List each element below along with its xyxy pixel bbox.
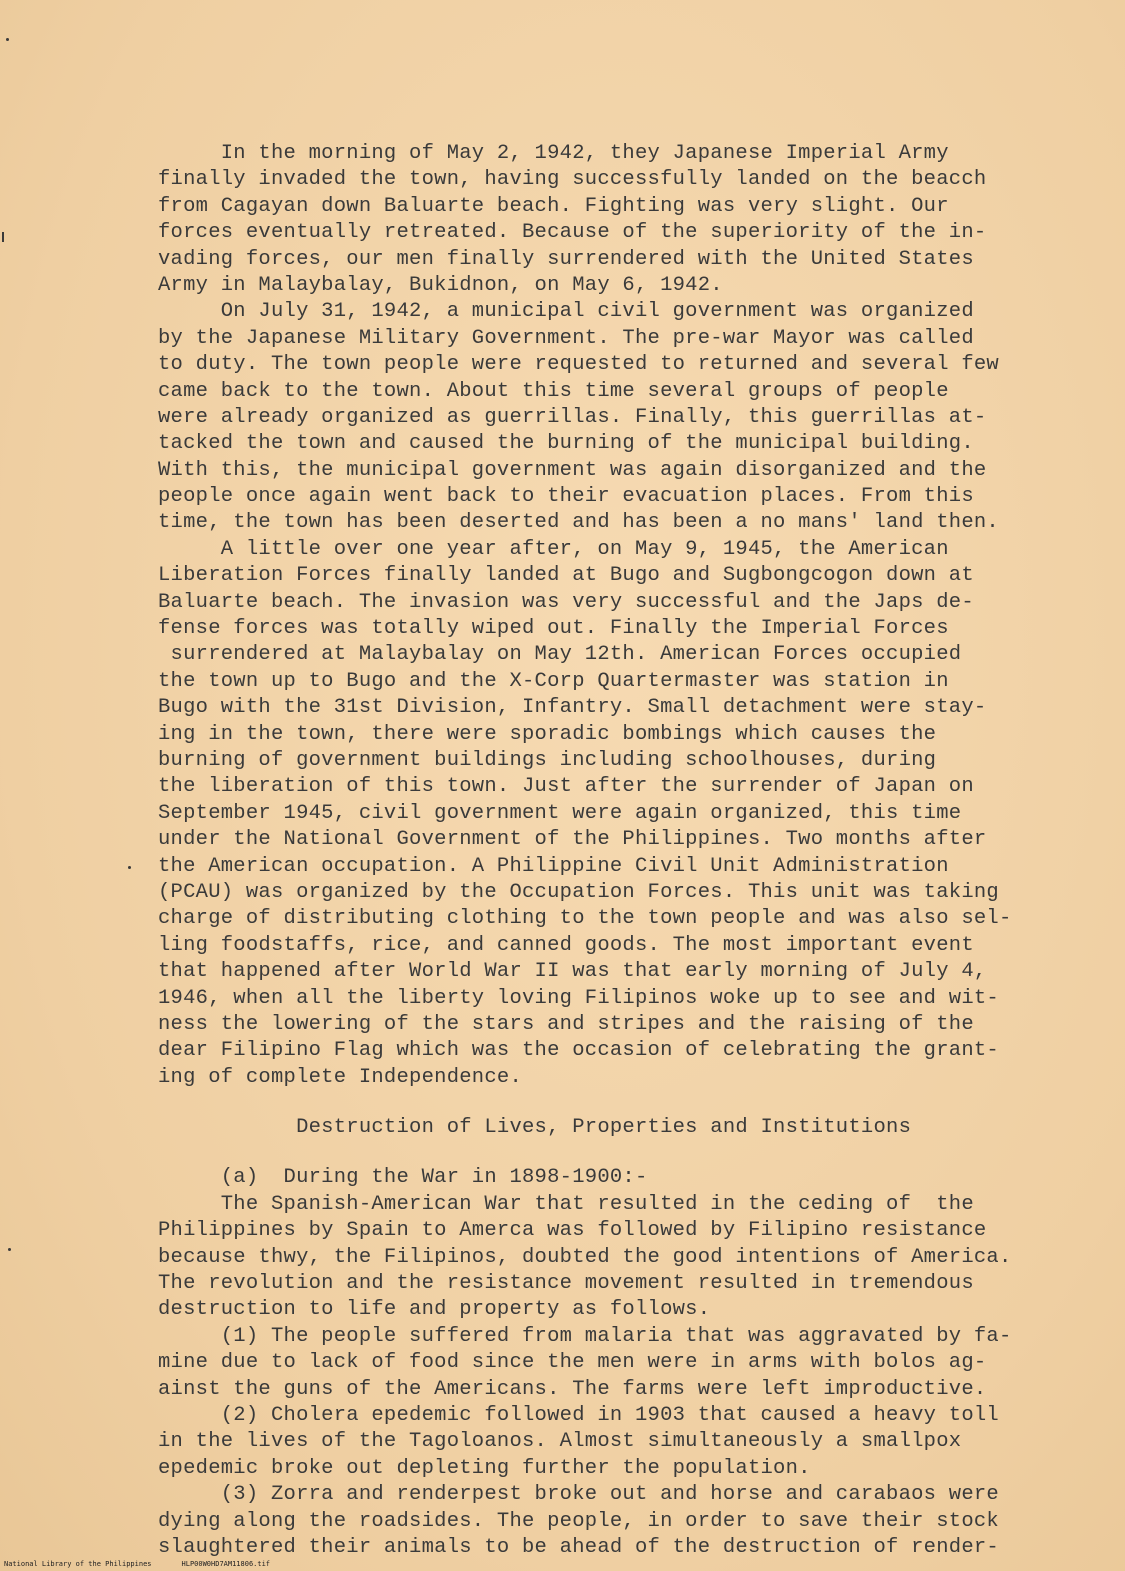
text-line: because thwy, the Filipinos, doubted the good intentions of America.: [158, 1245, 1012, 1269]
scan-speck: [2, 232, 4, 242]
text-line: Philippines by Spain to Amerca was followed by Filipino resistance: [158, 1219, 987, 1243]
text-line: tacked the town and caused the burning of the municipal building.: [158, 432, 974, 456]
scan-speck: [128, 866, 131, 869]
list-item-rinderpest: [158, 1482, 1028, 1561]
text-line: Baluarte beach. The invasion was very successful and the Japs de-: [158, 590, 974, 614]
text-line: surrendered at Malaybalay on May 12th. American Forces occupied: [158, 643, 962, 667]
spacer: [158, 1141, 1028, 1165]
section-heading: Destruction of Lives, Properties and Institutions: [158, 1116, 912, 1140]
text-line: were already organized as guerrillas. Finally, this guerrillas at-: [158, 405, 987, 429]
text-line: (1) The people suffered from malaria that was aggravated by fa-: [158, 1324, 1012, 1348]
text-line: in the lives of the Tagoloanos. Almost simultaneously a smallpox: [158, 1430, 962, 1454]
text-line: people once again went back to their evacuation places. From this: [158, 485, 974, 509]
text-line: destruction to life and property as follows.: [158, 1298, 711, 1322]
paragraph-civil-government: [158, 299, 1028, 537]
text-line: by the Japanese Military Government. The pre-war Mayor was called: [158, 326, 974, 350]
subheading: (a) During the War in 1898-1900:-: [158, 1166, 648, 1190]
scan-footer: [4, 1560, 300, 1568]
text-line: With this, the municipal government was again disorganized and the: [158, 458, 987, 482]
list-item-cholera: [158, 1403, 1028, 1482]
document-body: [158, 141, 1028, 1561]
text-line: fense forces was totally wiped out. Finally the Imperial Forces: [158, 617, 949, 641]
text-line: vading forces, our men finally surrendered with the United States: [158, 247, 974, 271]
text-line: The Spanish-American War that resulted in the ceding of the: [158, 1192, 974, 1216]
text-line: ling foodstaffs, rice, and canned goods. The most important event: [158, 933, 974, 957]
text-line: came back to the town. About this time several groups of people: [158, 379, 949, 403]
text-line: to duty. The town people were requested to returned and several few: [158, 353, 999, 377]
text-line: Liberation Forces finally landed at Bugo and Sugbongcogon down at: [158, 564, 974, 588]
text-line: slaughtered their animals to be ahead of the destruction of render-: [158, 1535, 999, 1559]
text-line: (2) Cholera epedemic followed in 1903 that caused a heavy toll: [158, 1403, 999, 1427]
scan-speck: [6, 38, 9, 41]
text-line: (PCAU) was organized by the Occupation Forces. This unit was taking: [158, 880, 999, 904]
text-line: ainst the guns of the Americans. The farms were left improductive.: [158, 1377, 987, 1401]
text-line: epedemic broke out depleting further the population.: [158, 1456, 811, 1480]
text-line: In the morning of May 2, 1942, they Japanese Imperial Army: [158, 142, 949, 165]
scan-speck: [8, 1248, 11, 1251]
text-line: (3) Zorra and renderpest broke out and horse and carabaos were: [158, 1483, 999, 1507]
spacer: [158, 1091, 1028, 1115]
text-line: the liberation of this town. Just after the surrender of Japan on: [158, 775, 974, 799]
text-line: mine due to lack of food since the men were in arms with bolos ag-: [158, 1351, 987, 1375]
text-line: forces eventually retreated. Because of the superiority of the in-: [158, 221, 987, 245]
text-line: the American occupation. A Philippine Civil Unit Administration: [158, 854, 949, 878]
text-line: charge of distributing clothing to the town people and was also sel-: [158, 907, 1012, 931]
text-line: ing in the town, there were sporadic bombings which causes the: [158, 722, 937, 746]
text-line: from Cagayan down Baluarte beach. Fighting was very slight. Our: [158, 194, 949, 218]
text-line: under the National Government of the Philippines. Two months after: [158, 828, 987, 852]
paragraph-liberation: [158, 537, 1028, 1091]
text-line: dear Filipino Flag which was the occasion of celebrating the grant-: [158, 1039, 999, 1063]
text-line: the town up to Bugo and the X-Corp Quartermaster was station in: [158, 669, 949, 693]
text-line: Bugo with the 31st Division, Infantry. Small detachment were stay-: [158, 696, 987, 720]
text-line: burning of government buildings including schoolhouses, during: [158, 748, 937, 772]
text-line: dying along the roadsides. The people, in order to save their stock: [158, 1509, 999, 1533]
text-line: ness the lowering of the stars and stripes and the raising of the: [158, 1012, 974, 1036]
footer-library: National Library of the Philippines: [4, 1560, 152, 1568]
text-line: that happened after World War II was that early morning of July 4,: [158, 960, 987, 984]
text-line: On July 31, 1942, a municipal civil government was organized: [158, 300, 974, 324]
text-line: ing of complete Independence.: [158, 1065, 523, 1089]
text-line: 1946, when all the liberty loving Filipinos woke up to see and wit-: [158, 986, 999, 1010]
text-line: Army in Malaybalay, Bukidnon, on May 6, 1942.: [158, 273, 723, 297]
text-line: time, the town has been deserted and has been a no mans' land then.: [158, 511, 999, 535]
paragraph-japanese-invasion: [158, 141, 1028, 299]
text-line: finally invaded the town, having successfully landed on the beacch: [158, 168, 987, 192]
text-line: September 1945, civil government were again organized, this time: [158, 801, 962, 825]
text-line: A little over one year after, on May 9, 1945, the American: [158, 537, 949, 561]
list-item-malaria: [158, 1324, 1028, 1403]
footer-file-id: HLP00W0HD7AM11806.tif: [181, 1560, 271, 1568]
text-line: The revolution and the resistance movement resulted in tremendous: [158, 1272, 974, 1296]
paragraph-spanish-american-war: [158, 1192, 1028, 1324]
